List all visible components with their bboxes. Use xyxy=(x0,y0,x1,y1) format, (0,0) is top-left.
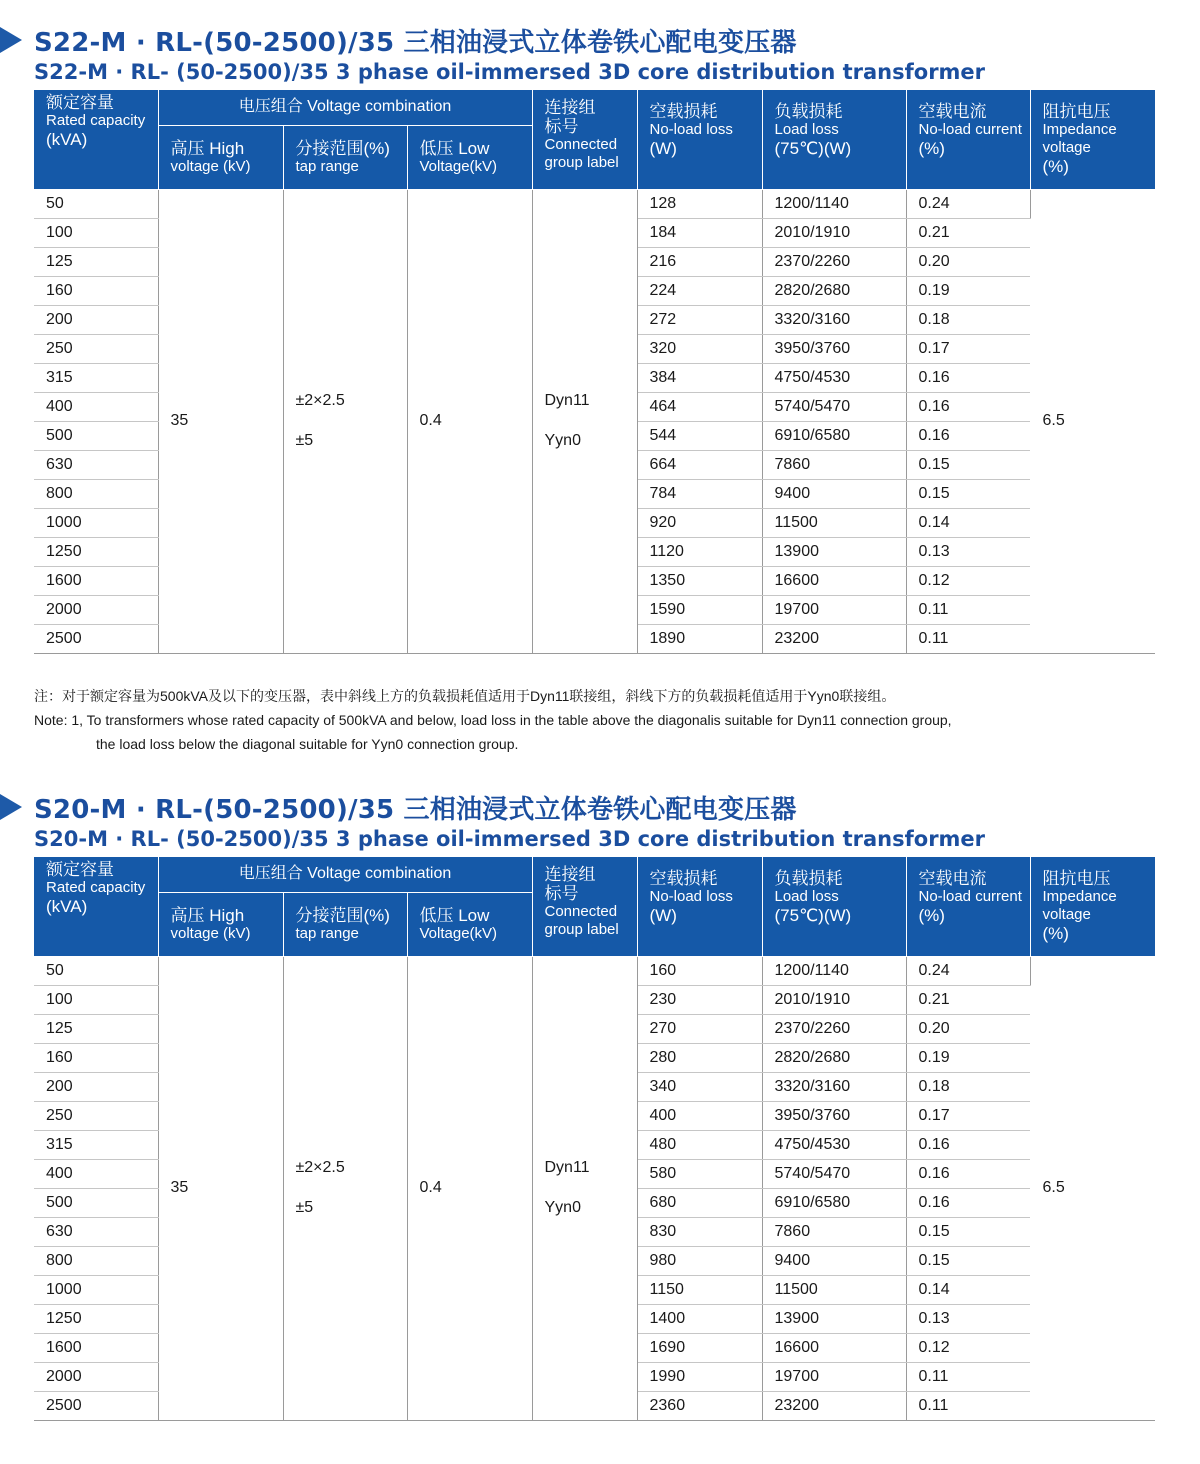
header-noload-current: 空载电流 No-load current (%) xyxy=(906,857,1030,956)
cell-rated-capacity: 315 xyxy=(34,363,158,392)
cell-load-loss: 13900 xyxy=(762,1304,906,1333)
cell-noload-current: 0.21 xyxy=(906,218,1030,247)
section-s20 xyxy=(0,789,1200,1429)
cell-noload-current: 0.15 xyxy=(906,479,1030,508)
cell-load-loss: 3950/3760 xyxy=(762,334,906,363)
cell-noload-current: 0.16 xyxy=(906,1130,1030,1159)
cell-rated-capacity: 2000 xyxy=(34,595,158,624)
cell-rated-capacity: 125 xyxy=(34,247,158,276)
cell-noload-loss: 270 xyxy=(637,1014,762,1043)
cell-rated-capacity: 400 xyxy=(34,392,158,421)
cell-noload-current: 0.19 xyxy=(906,276,1030,305)
cell-load-loss: 5740/5470 xyxy=(762,1159,906,1188)
title-zh: S22-M · RL-(50-2500)/35 三相油浸式立体卷铁心配电变压器 xyxy=(34,28,797,58)
cell-load-loss: 11500 xyxy=(762,1275,906,1304)
cell-noload-current: 0.20 xyxy=(906,247,1030,276)
connection-group-2: Yyn0 xyxy=(544,1199,581,1216)
header-noload-current: 空载电流 No-load current (%) xyxy=(906,90,1030,189)
cell-load-loss: 2820/2680 xyxy=(762,276,906,305)
cell-noload-loss: 320 xyxy=(637,334,762,363)
cell-low-voltage: 0.4 xyxy=(407,189,532,653)
cell-noload-current: 0.13 xyxy=(906,537,1030,566)
cell-noload-current: 0.17 xyxy=(906,1101,1030,1130)
cell-noload-current: 0.24 xyxy=(906,189,1030,218)
cell-load-loss: 6910/6580 xyxy=(762,421,906,450)
header-low-voltage: 低压 Low Voltage(kV) xyxy=(407,125,532,189)
cell-noload-loss: 1120 xyxy=(637,537,762,566)
cell-connection-group xyxy=(532,189,637,653)
cell-load-loss: 4750/4530 xyxy=(762,363,906,392)
cell-noload-loss: 280 xyxy=(637,1043,762,1072)
section-arrow-icon xyxy=(0,27,22,53)
cell-noload-loss: 980 xyxy=(637,1246,762,1275)
tap-range-value-2: ±5 xyxy=(295,1199,314,1216)
header-noload-loss: 空载损耗 No-load loss (W) xyxy=(637,857,762,956)
cell-noload-current: 0.18 xyxy=(906,1072,1030,1101)
cell-noload-loss: 1400 xyxy=(637,1304,762,1333)
connection-group-1: Dyn11 xyxy=(544,1159,590,1176)
cell-noload-loss: 480 xyxy=(637,1130,762,1159)
cell-noload-loss: 128 xyxy=(637,189,762,218)
cell-noload-loss: 680 xyxy=(637,1188,762,1217)
cell-noload-current: 0.11 xyxy=(906,624,1030,653)
cell-noload-loss: 230 xyxy=(637,985,762,1014)
cell-noload-loss: 224 xyxy=(637,276,762,305)
cell-load-loss: 3320/3160 xyxy=(762,1072,906,1101)
cell-rated-capacity: 100 xyxy=(34,985,158,1014)
cell-rated-capacity: 250 xyxy=(34,334,158,363)
cell-high-voltage: 35 xyxy=(158,189,283,653)
tap-range-value-1: ±2×2.5 xyxy=(295,392,345,409)
header-rated-capacity: 额定容量 Rated capacity (kVA) xyxy=(34,857,158,956)
cell-noload-loss: 384 xyxy=(637,363,762,392)
cell-load-loss: 2370/2260 xyxy=(762,1014,906,1043)
cell-noload-current: 0.11 xyxy=(906,595,1030,624)
cell-noload-loss: 1690 xyxy=(637,1333,762,1362)
cell-rated-capacity: 800 xyxy=(34,1246,158,1275)
table-row xyxy=(34,189,1155,218)
cell-rated-capacity: 400 xyxy=(34,1159,158,1188)
cell-noload-loss: 1350 xyxy=(637,566,762,595)
cell-noload-loss: 1990 xyxy=(637,1362,762,1391)
cell-noload-current: 0.21 xyxy=(906,985,1030,1014)
cell-noload-current: 0.19 xyxy=(906,1043,1030,1072)
header-connection-group: 连接组 标号 Connected group label xyxy=(532,90,637,189)
cell-rated-capacity: 200 xyxy=(34,305,158,334)
title-en: S20-M · RL- (50-2500)/35 3 phase oil-immersed 3D core distribution transformer xyxy=(34,827,986,851)
cell-load-loss: 7860 xyxy=(762,450,906,479)
header-impedance-voltage: 阻抗电压 Impedance voltage (%) xyxy=(1030,90,1155,189)
cell-noload-current: 0.11 xyxy=(906,1362,1030,1391)
cell-impedance-voltage: 6.5 xyxy=(1030,956,1155,1420)
cell-load-loss: 19700 xyxy=(762,1362,906,1391)
cell-rated-capacity: 125 xyxy=(34,1014,158,1043)
cell-noload-current: 0.14 xyxy=(906,1275,1030,1304)
cell-rated-capacity: 500 xyxy=(34,421,158,450)
cell-noload-current: 0.16 xyxy=(906,1188,1030,1217)
header-rated-capacity: 额定容量 Rated capacity (kVA) xyxy=(34,90,158,189)
header-load-loss: 负载损耗 Load loss (75℃)(W) xyxy=(762,90,906,189)
cell-tap-range xyxy=(283,189,407,653)
section-title-s22 xyxy=(0,22,1200,84)
cell-load-loss: 1200/1140 xyxy=(762,189,906,218)
cell-rated-capacity: 1600 xyxy=(34,566,158,595)
cell-load-loss: 7860 xyxy=(762,1217,906,1246)
cell-noload-current: 0.16 xyxy=(906,392,1030,421)
cell-rated-capacity: 160 xyxy=(34,276,158,305)
header-voltage-combination: 电压组合 Voltage combination xyxy=(158,857,532,892)
cell-rated-capacity: 50 xyxy=(34,189,158,218)
cell-impedance-voltage: 6.5 xyxy=(1030,189,1155,653)
cell-low-voltage: 0.4 xyxy=(407,956,532,1420)
cell-tap-range xyxy=(283,956,407,1420)
cell-load-loss: 2820/2680 xyxy=(762,1043,906,1072)
cell-load-loss: 23200 xyxy=(762,1391,906,1420)
spec-table-s20 xyxy=(34,857,1155,1421)
cell-rated-capacity: 160 xyxy=(34,1043,158,1072)
cell-noload-loss: 544 xyxy=(637,421,762,450)
cell-noload-current: 0.15 xyxy=(906,1217,1030,1246)
cell-noload-current: 0.13 xyxy=(906,1304,1030,1333)
cell-rated-capacity: 1250 xyxy=(34,537,158,566)
cell-noload-current: 0.16 xyxy=(906,421,1030,450)
cell-noload-loss: 184 xyxy=(637,218,762,247)
note-en-line2: the load loss below the diagonal suitable for Yyn0 connection group. xyxy=(96,736,519,752)
tap-range-value-2: ±5 xyxy=(295,432,314,449)
cell-load-loss: 6910/6580 xyxy=(762,1188,906,1217)
cell-noload-loss: 400 xyxy=(637,1101,762,1130)
cell-noload-loss: 580 xyxy=(637,1159,762,1188)
cell-load-loss: 3950/3760 xyxy=(762,1101,906,1130)
cell-noload-current: 0.16 xyxy=(906,1159,1030,1188)
cell-rated-capacity: 200 xyxy=(34,1072,158,1101)
cell-noload-loss: 664 xyxy=(637,450,762,479)
note-zh: 注：对于额定容量为500kVA及以下的变压器，表中斜线上方的负载损耗值适用于Dyn11联接组，斜线下方的负载损耗值适用于Yyn0联接组。 xyxy=(34,688,896,704)
note-en-line1: Note: 1, To transformers whose rated capacity of 500kVA and below, load loss in the table above the diagonalis suitable for Dyn11 connection group, xyxy=(34,712,952,728)
cell-noload-loss: 830 xyxy=(637,1217,762,1246)
cell-rated-capacity: 2500 xyxy=(34,1391,158,1420)
cell-noload-current: 0.11 xyxy=(906,1391,1030,1420)
cell-rated-capacity: 1600 xyxy=(34,1333,158,1362)
section-title-s20 xyxy=(0,789,1200,851)
cell-noload-loss: 1590 xyxy=(637,595,762,624)
cell-noload-current: 0.15 xyxy=(906,1246,1030,1275)
header-voltage-combination: 电压组合 Voltage combination xyxy=(158,90,532,125)
cell-load-loss: 1200/1140 xyxy=(762,956,906,985)
cell-noload-current: 0.14 xyxy=(906,508,1030,537)
cell-rated-capacity: 315 xyxy=(34,1130,158,1159)
table-row xyxy=(34,956,1155,985)
cell-rated-capacity: 2000 xyxy=(34,1362,158,1391)
cell-load-loss: 2010/1910 xyxy=(762,218,906,247)
cell-noload-current: 0.20 xyxy=(906,1014,1030,1043)
cell-noload-loss: 2360 xyxy=(637,1391,762,1420)
cell-load-loss: 23200 xyxy=(762,624,906,653)
header-high-voltage: 高压 High voltage (kV) xyxy=(158,125,283,189)
cell-rated-capacity: 250 xyxy=(34,1101,158,1130)
cell-rated-capacity: 800 xyxy=(34,479,158,508)
cell-rated-capacity: 1250 xyxy=(34,1304,158,1333)
cell-load-loss: 19700 xyxy=(762,595,906,624)
cell-noload-current: 0.18 xyxy=(906,305,1030,334)
cell-load-loss: 13900 xyxy=(762,537,906,566)
header-load-loss: 负载损耗 Load loss (75℃)(W) xyxy=(762,857,906,956)
header-impedance-voltage: 阻抗电压 Impedance voltage (%) xyxy=(1030,857,1155,956)
cell-connection-group xyxy=(532,956,637,1420)
cell-high-voltage: 35 xyxy=(158,956,283,1420)
cell-noload-current: 0.24 xyxy=(906,956,1030,985)
cell-rated-capacity: 630 xyxy=(34,450,158,479)
cell-noload-loss: 340 xyxy=(637,1072,762,1101)
cell-noload-loss: 1890 xyxy=(637,624,762,653)
connection-group-1: Dyn11 xyxy=(544,392,590,409)
cell-load-loss: 9400 xyxy=(762,1246,906,1275)
tap-range-value-1: ±2×2.5 xyxy=(295,1159,345,1176)
spec-table-s22 xyxy=(34,90,1155,654)
header-tap-range: 分接范围(%) tap range xyxy=(283,892,407,956)
header-connection-group: 连接组 标号 Connected group label xyxy=(532,857,637,956)
cell-rated-capacity: 1000 xyxy=(34,1275,158,1304)
cell-rated-capacity: 500 xyxy=(34,1188,158,1217)
cell-noload-current: 0.12 xyxy=(906,1333,1030,1362)
section-s22 xyxy=(0,22,1200,652)
cell-noload-loss: 784 xyxy=(637,479,762,508)
connection-group-2: Yyn0 xyxy=(544,432,581,449)
header-tap-range: 分接范围(%) tap range xyxy=(283,125,407,189)
cell-rated-capacity: 1000 xyxy=(34,508,158,537)
cell-noload-current: 0.12 xyxy=(906,566,1030,595)
cell-load-loss: 9400 xyxy=(762,479,906,508)
cell-load-loss: 11500 xyxy=(762,508,906,537)
cell-noload-current: 0.16 xyxy=(906,363,1030,392)
header-noload-loss: 空载损耗 No-load loss (W) xyxy=(637,90,762,189)
cell-rated-capacity: 630 xyxy=(34,1217,158,1246)
header-high-voltage: 高压 High voltage (kV) xyxy=(158,892,283,956)
cell-load-loss: 2370/2260 xyxy=(762,247,906,276)
cell-noload-current: 0.17 xyxy=(906,334,1030,363)
section-arrow-icon xyxy=(0,794,22,820)
cell-load-loss: 4750/4530 xyxy=(762,1130,906,1159)
cell-noload-loss: 272 xyxy=(637,305,762,334)
cell-rated-capacity: 100 xyxy=(34,218,158,247)
cell-noload-loss: 1150 xyxy=(637,1275,762,1304)
cell-noload-loss: 464 xyxy=(637,392,762,421)
cell-load-loss: 2010/1910 xyxy=(762,985,906,1014)
cell-load-loss: 3320/3160 xyxy=(762,305,906,334)
cell-noload-loss: 920 xyxy=(637,508,762,537)
cell-load-loss: 16600 xyxy=(762,566,906,595)
cell-noload-loss: 160 xyxy=(637,956,762,985)
cell-noload-current: 0.15 xyxy=(906,450,1030,479)
title-en: S22-M · RL- (50-2500)/35 3 phase oil-immersed 3D core distribution transformer xyxy=(34,60,986,84)
cell-rated-capacity: 2500 xyxy=(34,624,158,653)
title-zh: S20-M · RL-(50-2500)/35 三相油浸式立体卷铁心配电变压器 xyxy=(34,795,797,825)
cell-rated-capacity: 50 xyxy=(34,956,158,985)
cell-load-loss: 16600 xyxy=(762,1333,906,1362)
header-low-voltage: 低压 Low Voltage(kV) xyxy=(407,892,532,956)
cell-noload-loss: 216 xyxy=(637,247,762,276)
cell-load-loss: 5740/5470 xyxy=(762,392,906,421)
